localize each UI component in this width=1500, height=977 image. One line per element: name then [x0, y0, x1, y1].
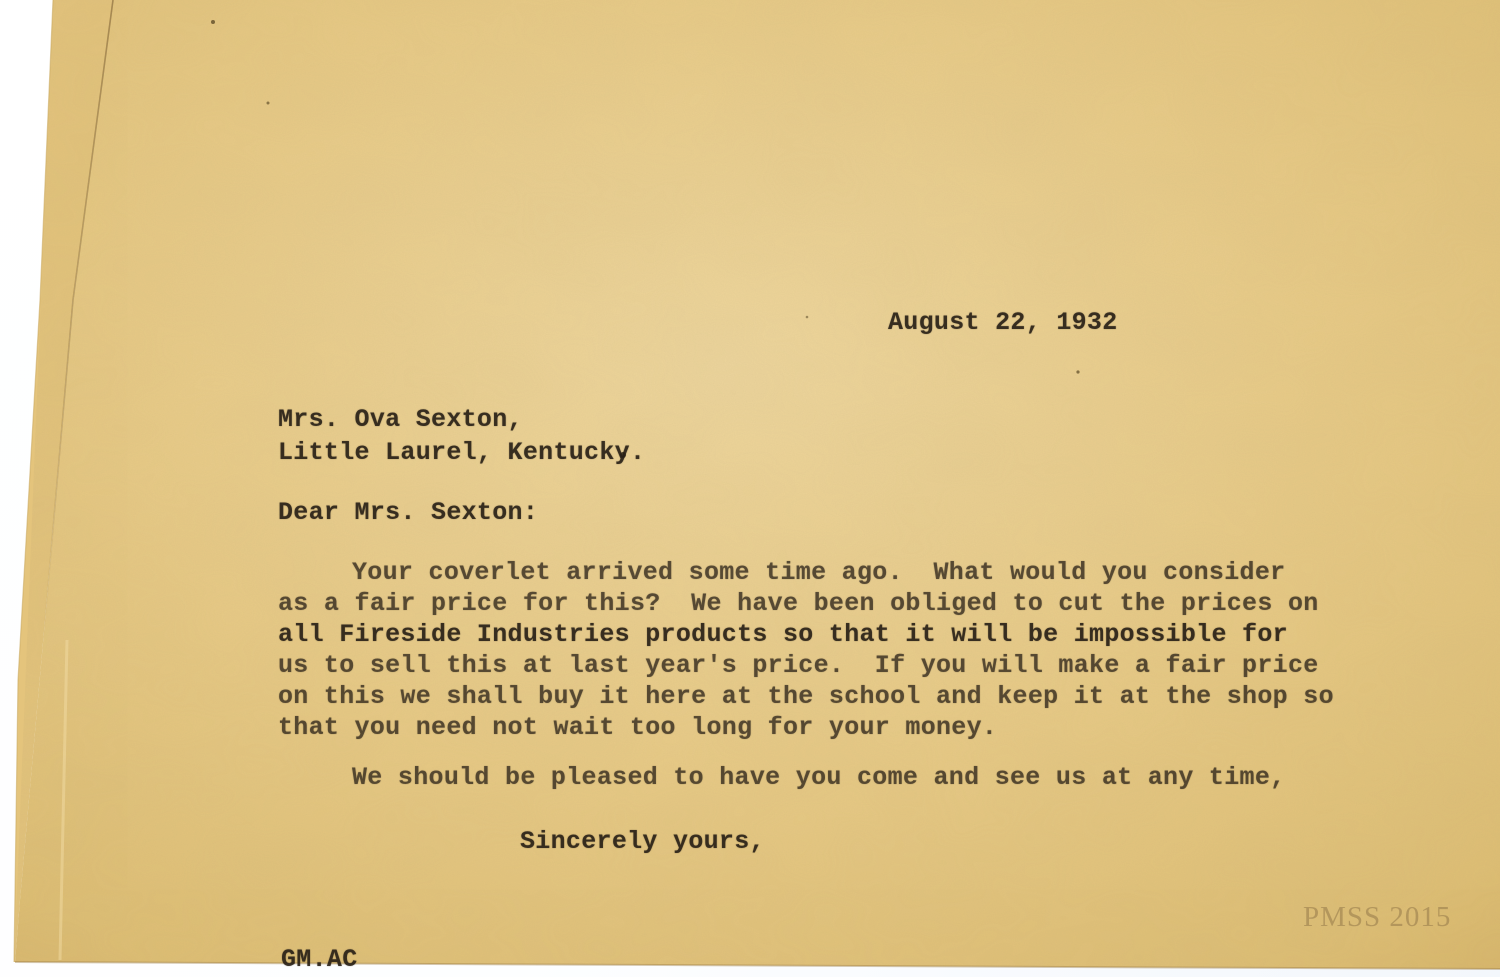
typist-initials: GM.AC [281, 945, 358, 974]
recipient-name-line: Mrs. Ova Sexton, [278, 405, 523, 434]
body-line: Your coverlet arrived some time ago. What would you consider [352, 558, 1286, 587]
closing-line: Sincerely yours, [520, 827, 765, 856]
body-line: on this we shall buy it here at the school and keep it at the shop so [278, 682, 1334, 711]
body-line: We should be pleased to have you come and see us at any time, [352, 763, 1286, 792]
date-line: August 22, 1932 [888, 308, 1118, 337]
body-line: as a fair price for this? We have been obliged to cut the prices on [278, 589, 1319, 618]
recipient-address-line: Little Laurel, Kentucky. [278, 438, 646, 467]
salutation-line: Dear Mrs. Sexton: [278, 498, 539, 527]
pmss-watermark: PMSS 2015 [1303, 901, 1452, 933]
body-line: that you need not wait too long for your money. [278, 713, 998, 742]
body-line: all Fireside Industries products so that it will be impossible for [278, 620, 1288, 649]
body-line: us to sell this at last year's price. If you will make a fair price [278, 651, 1319, 680]
